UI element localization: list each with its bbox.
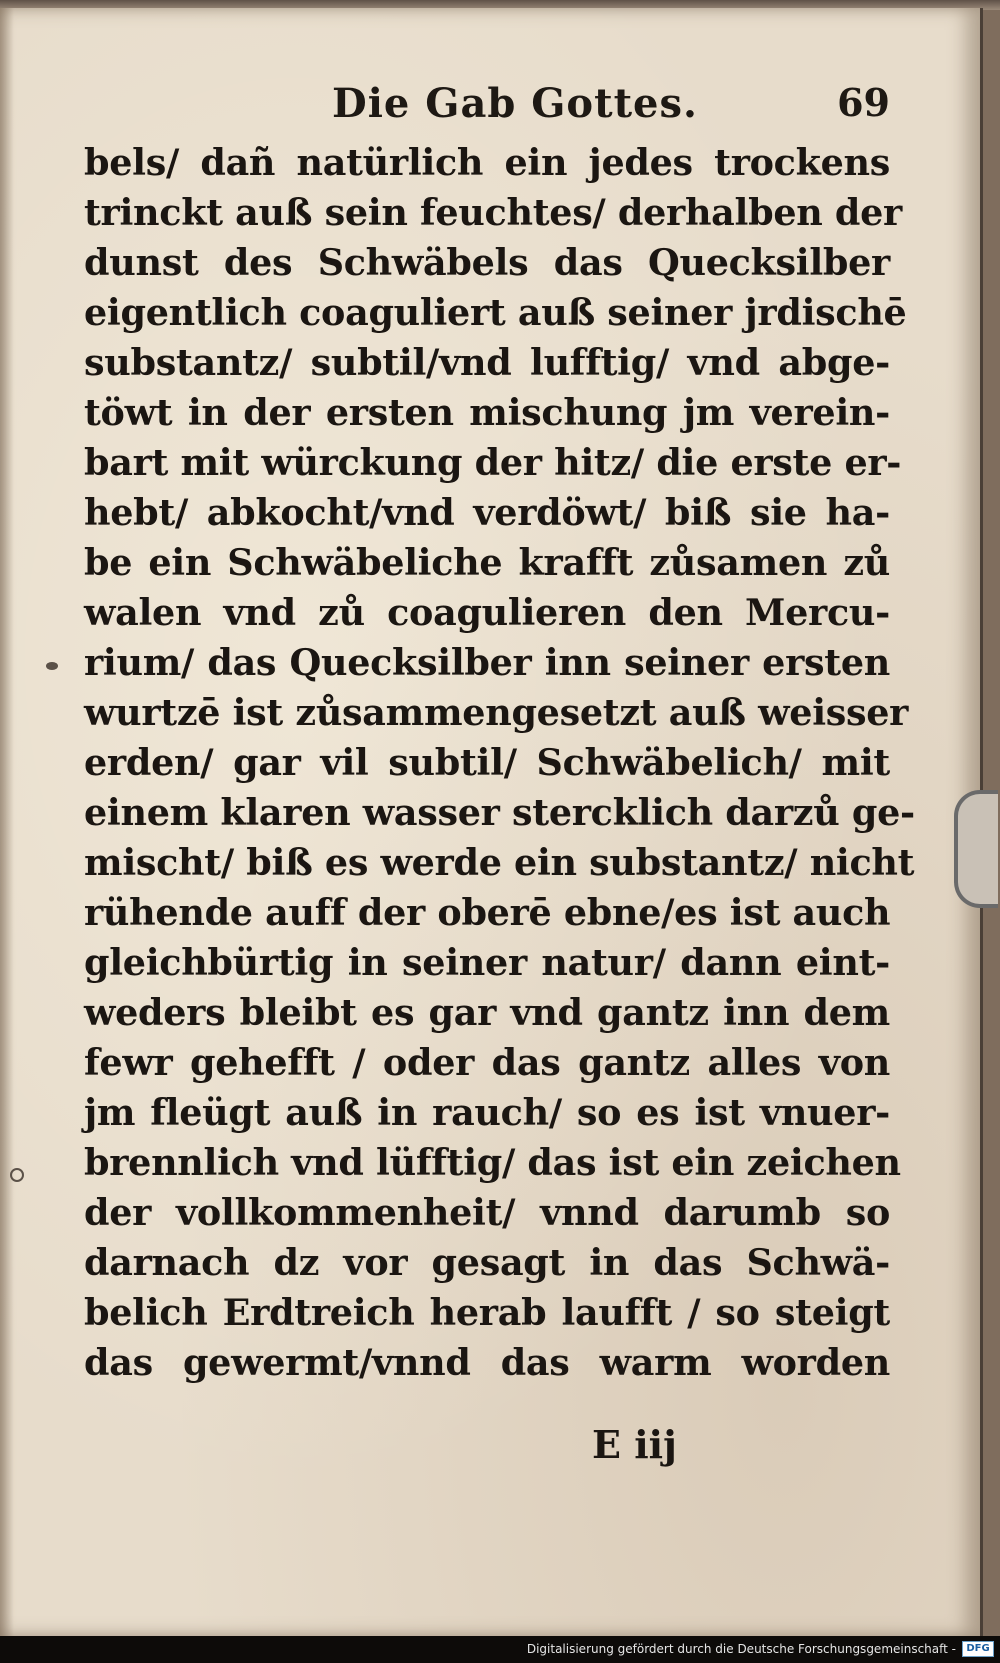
text-line: mischt/ biß es werde ein substantz/ nicht: [84, 841, 915, 884]
page-header: [100, 80, 890, 140]
footer-bar: [0, 1636, 1000, 1663]
text-line: einem klaren wasser stercklich darzů ge-: [84, 791, 915, 834]
text-line: erden/ gar vil subtil/ Schwäbelich/ mit: [84, 741, 890, 784]
text-line: rühende auff der oberē ebne/es ist auch: [84, 891, 891, 934]
text-line: der vollkommenheit/ vnnd darumb so: [84, 1191, 890, 1234]
page-number: 69: [837, 80, 890, 125]
text-line: brennlich vnd lüfftig/ das ist ein zeichen: [84, 1141, 901, 1184]
book-page: [0, 8, 983, 1636]
text-line: jm fleügt auß in rauch/ so es ist vnuer-: [84, 1091, 890, 1134]
text-line: eigentlich coaguliert auß seiner jrdischē: [84, 291, 907, 334]
text-line: fewr gehefft / oder das gantz alles von: [84, 1041, 890, 1084]
text-line: töwt in der ersten mischung jm verein-: [84, 391, 890, 434]
margin-ring-mark: [10, 1168, 24, 1182]
text-line: walen vnd zů coagulieren den Mercu-: [84, 591, 890, 634]
text-line: wurtzē ist zůsammengesetzt auß weisser: [84, 691, 909, 734]
text-line: be ein Schwäbeliche krafft zůsamen zů: [84, 541, 890, 584]
footer-credit: Digitalisierung gefördert durch die Deutsche Forschungsgemeinschaft -: [526, 1642, 956, 1656]
signature-mark: E iij: [592, 1422, 677, 1467]
text-line: substantz/ subtil/vnd lufftig/ vnd abge-: [84, 341, 890, 384]
text-line: bart mit würckung der hitz/ die erste er-: [84, 441, 902, 484]
text-line: gleichbürtig in seiner natur/ dann eint-: [84, 941, 890, 984]
text-line: weders bleibt es gar vnd gantz inn dem: [84, 991, 890, 1034]
body-text: [84, 138, 915, 1388]
spine-shadow: [0, 8, 14, 1636]
margin-dot-mark: [46, 662, 58, 670]
running-title: Die Gab Gottes.: [332, 80, 698, 127]
text-line: trinckt auß sein feuchtes/ derhalben der: [84, 191, 902, 234]
text-line: hebt/ abkocht/vnd verdöwt/ biß sie ha-: [84, 491, 890, 534]
text-line: darnach dz vor gesagt in das Schwä-: [84, 1241, 890, 1284]
text-line: dunst des Schwäbels das Quecksilber: [84, 241, 890, 284]
text-line: bels/ dañ natürlich ein jedes trockens: [84, 141, 890, 184]
dfg-logo-icon: DFG: [962, 1641, 994, 1657]
page-clip-tab: [954, 790, 998, 908]
text-line: belich Erdtreich herab laufft / so steigt: [84, 1291, 890, 1334]
text-line: rium/ das Quecksilber inn seiner ersten: [84, 641, 890, 684]
text-line: das gewermt/vnnd das warm worden: [84, 1341, 890, 1384]
